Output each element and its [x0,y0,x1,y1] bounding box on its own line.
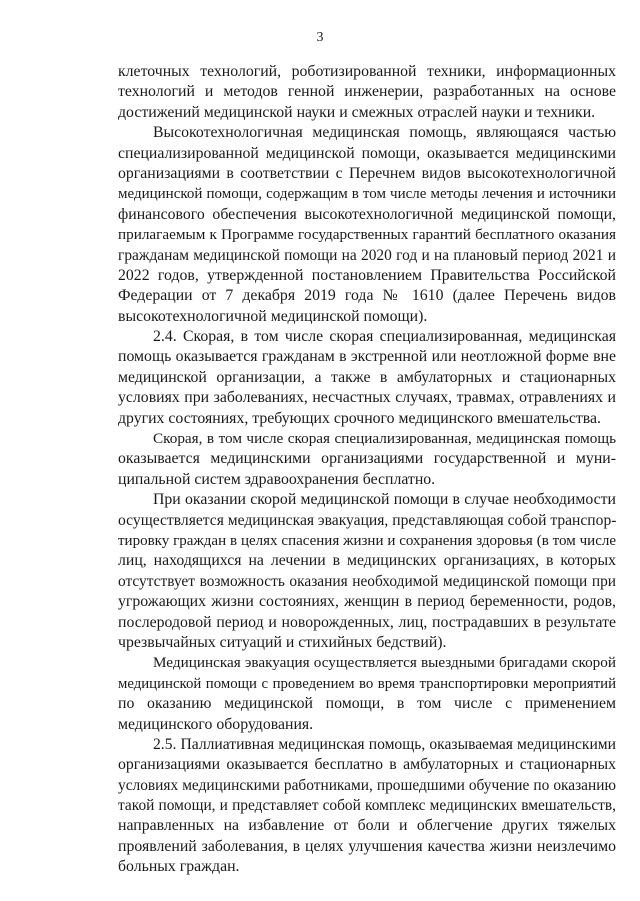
text-line: организациями в соответствии с Перечнем видов высокотехнологичной [118,164,616,182]
text-line: прилагаемым к Программе государственных гарантий бесплатного оказания [118,226,616,244]
text-line: гражданам медицинской помощи на 2020 год и на плановый период 2021 и [118,246,616,264]
text-line: отсутствует возможность оказания необходимой медицинской помощи при [118,572,616,590]
text-line: осуществляется медицинская эвакуация, представляющая собой транспор- [118,511,617,529]
text-line: лиц, находящихся на лечении в медицинских организациях, в которых [118,552,616,570]
text-line: больных граждан. [118,858,240,876]
text-line: Высокотехнологичная медицинская помощь, являющаяся частью [153,124,616,142]
text-line: медицинского оборудования. [118,715,314,733]
text-line: 2.5. Паллиативная медицинская помощь, оказываемая медицинскими [153,735,616,753]
text-line: организациями оказывается бесплатно в амбулаторных и стационарных [118,756,616,774]
text-line: тировку граждан в целях спасения жизни и сохранения здоровья (в том числе [118,532,616,549]
text-line: клеточных технологий, роботизированной техники, информационных [118,63,616,80]
text-line: 2.4. Скорая, в том числе скорая специализированная, медицинская [153,328,616,346]
text-line: чрезвычайных ситуаций и стихийных бедствий). [118,633,447,651]
text-line: специализированной медицинской помощи, оказывается медицинскими [118,144,616,162]
page-number: 3 [316,30,324,45]
text-line: Скорая, в том числе скорая специализированная, медицинская помощь [153,430,616,448]
document-body [118,62,616,878]
text-line: высокотехнологичной медицинской помощи). [118,307,428,325]
text-line: послеродовой период и новорожденных, лиц, пострадавших в результате [118,613,616,631]
text-line: такой помощи, и представляет собой комплекс медицинских вмешательств, [118,797,616,815]
text-line: условиях при заболеваниях, несчастных случаях, травмах, отравлениях и [118,389,616,407]
text-line: Федерации от 7 декабря 2019 года № 1610 (далее Перечень видов [118,287,616,305]
text-line: направленных на избавление от боли и облегчение других тяжелых [118,817,616,835]
text-line: угрожающих жизни состояниях, женщин в период беременности, родов, [118,593,616,611]
text-line: Медицинская эвакуация осуществляется выездными бригадами скорой [153,654,616,672]
text-line: условиях медицинскими работниками, прошедшими обучение по оказанию [118,776,616,794]
text-line: медицинской помощи с проведением во время транспортировки мероприятий [118,675,616,692]
text-line: оказывается медицинскими организациями государственной и муни- [118,450,616,468]
text-line: других состояниях, требующих срочного медицинского вмешательства. [118,409,601,427]
text-line: технологий и методов генной инженерии, разработанных на основе [118,83,616,101]
text-line: ципальной систем здравоохранения бесплатно. [118,470,436,488]
text-line: При оказании скорой медицинской помощи в случае необходимости [153,491,616,509]
text-line: проявлений заболевания, в целях улучшения качества жизни неизлечимо [118,837,616,855]
text-line: по оказанию медицинской помощи, в том числе с применением [118,695,616,713]
text-line: финансового обеспечения высокотехнологичной медицинской помощи, [118,205,616,223]
text-line: 2022 годов, утвержденной постановлением Правительства Российской [118,266,616,284]
text-line: помощь оказывается гражданам в экстренной или неотложной форме вне [118,348,616,366]
text-line: достижений медицинской науки и смежных отраслей науки и техники. [118,103,596,121]
text-line: медицинской организации, а также в амбулаторных и стационарных [118,368,616,386]
text-line: медицинской помощи, содержащим в том числе методы лечения и источники [118,186,616,203]
